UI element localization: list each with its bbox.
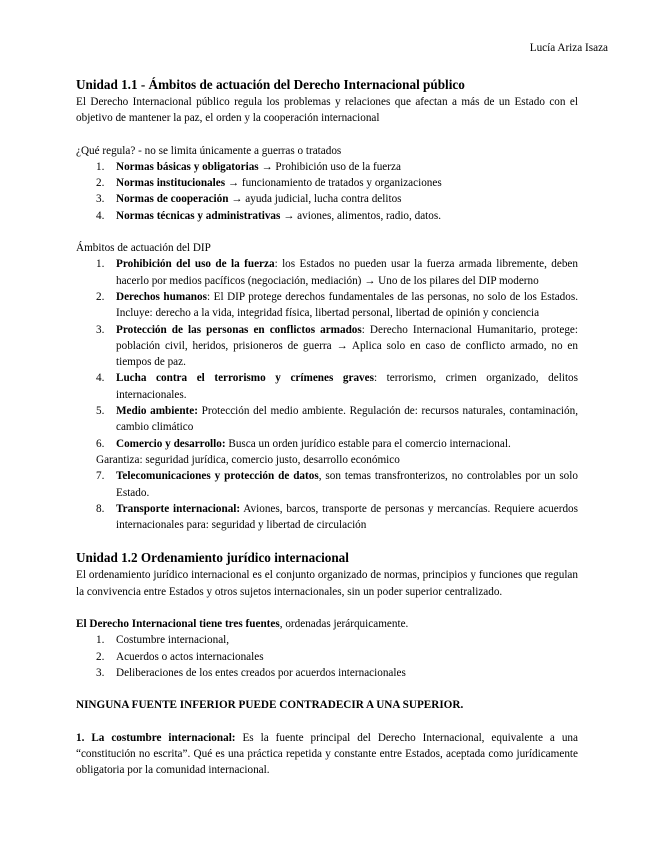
ambito-text: : terrorismo, crimen organizado, delitos internacionales. (116, 372, 579, 401)
list-item (76, 468, 578, 501)
list-number: 2. (96, 650, 105, 663)
unit-1-intro: El Derecho Internacional público regula los problemas y relaciones que afectan a más de un Estado con el objetivo de mantener la paz, el orden y la cooperación internacional (76, 96, 578, 125)
list-number: 1. (96, 160, 105, 173)
list-number: 3. (96, 666, 105, 679)
ambito-bold: Transporte internacional: (116, 502, 241, 515)
list-item (76, 159, 578, 175)
list-item (76, 632, 578, 648)
list-item (76, 649, 578, 665)
regula-heading: ¿Qué regula? - no se limita únicamente a guerras o tratados (76, 144, 342, 157)
list-item (76, 322, 578, 371)
ambito-text: Aviones, barcos, transporte de personas y mercancías. Requiere acuerdos internacionales para: seguridad y libertad de circulación (116, 502, 578, 532)
hierarchy-warning (76, 697, 578, 713)
list-number: 3. (96, 193, 105, 206)
ambitos-list (76, 256, 578, 533)
normas-list (76, 159, 578, 224)
ambito-text: : El DIP protege derechos fundamentales de las personas, no solo de los Estados. Incluye: derecho a la vida, integridad física, libertad personal, libertad de opinión y conciencia (116, 290, 578, 320)
ambito-text: : los Estados no pueden usar la fuerza armada libremente, deben hacerlo por medios pacíficos (negociación, mediación) → Uno de los pilares del DIP moderno (116, 258, 578, 287)
list-number: 6. (96, 437, 105, 450)
norma-bold: Normas técnicas y administrativas (116, 209, 281, 222)
ambitos-heading: Ámbitos de actuación del DIP (76, 242, 211, 255)
norma-text: → ayuda judicial, lucha contra delitos (228, 193, 402, 206)
ambito-bold: Protección de las personas en conflictos armados (116, 323, 362, 336)
author-name: Lucía Ariza Isaza (529, 42, 608, 54)
list-number: 7. (96, 470, 105, 483)
unit-1-title: Unidad 1.1 - Ámbitos de actuación del Derecho Internacional público (76, 77, 465, 92)
norma-text: → funcionamiento de tratados y organizaciones (225, 177, 442, 190)
list-number: 8. (96, 502, 105, 515)
norma-text: → Prohibición uso de la fuerza (258, 160, 401, 173)
list-item (76, 256, 578, 289)
fuente-text: Acuerdos o actos internacionales (116, 650, 264, 663)
ambito-bold: Derechos humanos (116, 290, 207, 303)
norma-bold: Normas institucionales (116, 177, 226, 190)
document-page (76, 0, 578, 778)
ambito-text: : Derecho Internacional Humanitario, protege: población civil, heridos, prisioneros de guerra → Aplica solo en caso de conflicto armado, no en tiempos de paz. (116, 323, 578, 369)
fuentes-bold: El Derecho Internacional tiene tres fuentes (76, 618, 280, 631)
ambito-bold: Lucha contra el terrorismo y crímenes graves (116, 372, 374, 385)
fuente-text: Deliberaciones de los entes creados por acuerdos internacionales (116, 666, 406, 679)
unit-2-title: Unidad 1.2 Ordenamiento jurídico internacional (76, 550, 349, 566)
fuente-text: Costumbre internacional, (116, 634, 230, 647)
list-number: 2. (96, 290, 105, 303)
list-number: 1. (96, 634, 105, 647)
list-item (76, 191, 578, 207)
ambito-bold: Comercio y desarrollo: (116, 437, 226, 450)
norma-bold: Normas básicas y obligatorias (116, 160, 259, 173)
list-item (76, 436, 578, 469)
hierarchy-warning-text: NINGUNA FUENTE INFERIOR PUEDE CONTRADECIR A UNA SUPERIOR. (76, 699, 464, 712)
ambito-text: Protección del medio ambiente. Regulación de: recursos naturales, contaminación, cambio climático (116, 405, 578, 434)
fuentes-intro (76, 616, 578, 632)
costumbre-text: Es la fuente principal del Derecho Internacional, equivalente a una “constitución no escrita”. Qué es una práctica repetida y constante entre Estados, aceptada como jurídicamente obligatoria por la comunidad internacional. (76, 731, 578, 777)
ambito-bold: Medio ambiente: (116, 405, 198, 418)
list-number: 3. (96, 323, 105, 336)
list-item (76, 501, 578, 534)
list-item (76, 403, 578, 436)
list-number: 1. (96, 258, 105, 271)
unit-2-intro: El ordenamiento jurídico internacional es el conjunto organizado de normas, principios y funciones que regulan la convivencia entre Estados y otros sujetos internacionales, sin un poder superior centralizado. (76, 569, 578, 598)
ambito-text: Busca un orden jurídico estable para el comercio internacional. (225, 437, 511, 450)
list-item (76, 208, 578, 224)
ambito-extra: Garantiza: seguridad jurídica, comercio justo, desarrollo económico (96, 453, 400, 466)
list-item (76, 175, 578, 191)
ambito-text: , son temas transfronterizos, no controlables por un solo Estado. (116, 470, 578, 499)
costumbre-bold: 1. La costumbre internacional: (76, 731, 236, 744)
ambito-bold: Telecomunicaciones y protección de datos (116, 470, 319, 483)
list-number: 4. (96, 209, 105, 222)
list-number: 2. (96, 177, 105, 190)
norma-text: → aviones, alimentos, radio, datos. (280, 209, 442, 222)
list-item (76, 289, 578, 322)
norma-bold: Normas de cooperación (116, 193, 229, 206)
fuentes-list (76, 632, 578, 681)
costumbre-paragraph (76, 730, 578, 779)
ambito-bold: Prohibición del uso de la fuerza (116, 258, 275, 271)
fuentes-text: , ordenadas jerárquicamente. (279, 618, 409, 631)
list-item (76, 665, 578, 681)
list-number: 5. (96, 405, 105, 418)
list-number: 4. (96, 372, 105, 385)
list-item (76, 370, 578, 403)
